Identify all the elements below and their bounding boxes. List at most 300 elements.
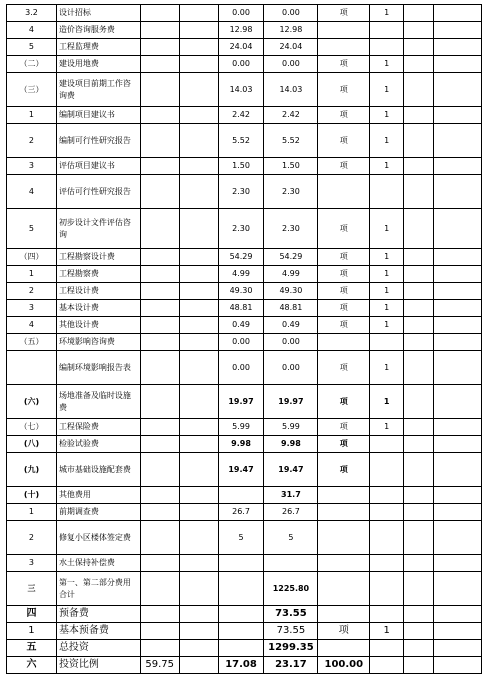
cell-qty	[404, 107, 434, 124]
cell-c4: 17.08	[218, 657, 264, 674]
cell-c6: 项	[318, 249, 370, 266]
cell-unit: 1	[370, 385, 404, 419]
cell-no: 5	[7, 209, 57, 249]
cell-c3	[179, 640, 218, 657]
table-row	[7, 453, 482, 487]
cell-name: 评估项目建议书	[56, 158, 140, 175]
table-row	[7, 317, 482, 334]
cell-c3	[179, 487, 218, 504]
cell-c4: 0.49	[218, 317, 264, 334]
cell-c9	[434, 266, 482, 283]
cell-name: 前期调查费	[56, 504, 140, 521]
cell-unit	[370, 606, 404, 623]
cell-qty	[404, 56, 434, 73]
cell-c2	[140, 640, 179, 657]
cell-c4: 0.00	[218, 351, 264, 385]
table-row	[7, 657, 482, 674]
cell-c9	[434, 555, 482, 572]
cell-c6	[318, 606, 370, 623]
cell-c5: 0.00	[264, 334, 318, 351]
cell-c3	[179, 209, 218, 249]
cell-name: 第一、第二部分费用合计	[56, 572, 140, 606]
cell-c2	[140, 572, 179, 606]
cell-no: 三	[7, 572, 57, 606]
cell-c5: 5.99	[264, 419, 318, 436]
table-row	[7, 385, 482, 419]
cell-c5: 24.04	[264, 39, 318, 56]
cell-c3	[179, 249, 218, 266]
table-row	[7, 351, 482, 385]
cell-c9	[434, 317, 482, 334]
cell-c3	[179, 283, 218, 300]
cell-c6: 项	[318, 266, 370, 283]
cell-unit	[370, 521, 404, 555]
cell-unit	[370, 657, 404, 674]
cell-unit	[370, 22, 404, 39]
cell-unit: 1	[370, 283, 404, 300]
table-row	[7, 209, 482, 249]
cell-no: 1	[7, 623, 57, 640]
cell-name: 建设用地费	[56, 56, 140, 73]
cell-c2	[140, 175, 179, 209]
cell-c4: 2.30	[218, 209, 264, 249]
cell-c9	[434, 640, 482, 657]
cell-c6: 项	[318, 317, 370, 334]
cell-c2	[140, 266, 179, 283]
cell-no: （四）	[7, 249, 57, 266]
cell-c9	[434, 39, 482, 56]
cell-c5: 19.97	[264, 385, 318, 419]
cell-c5: 73.55	[264, 623, 318, 640]
cell-qty	[404, 209, 434, 249]
cell-name: 初步设计文件评估咨询	[56, 209, 140, 249]
cell-unit	[370, 39, 404, 56]
cell-c6: 项	[318, 419, 370, 436]
cell-c4: 0.00	[218, 334, 264, 351]
cell-unit	[370, 436, 404, 453]
cell-name: 场地准备及临时设施费	[56, 385, 140, 419]
cell-c2	[140, 521, 179, 555]
cell-unit: 1	[370, 209, 404, 249]
cell-c5: 31.7	[264, 487, 318, 504]
cell-c3	[179, 334, 218, 351]
cell-qty	[404, 657, 434, 674]
cell-c6	[318, 487, 370, 504]
cell-c2	[140, 158, 179, 175]
cell-c6	[318, 175, 370, 209]
cell-c3	[179, 124, 218, 158]
cell-c9	[434, 487, 482, 504]
cell-name: 检验试验费	[56, 436, 140, 453]
cell-unit: 1	[370, 56, 404, 73]
cell-name: 水土保持补偿费	[56, 555, 140, 572]
cell-c6	[318, 640, 370, 657]
cell-no: (十)	[7, 487, 57, 504]
cell-name: 建设项目前期工作咨询费	[56, 73, 140, 107]
cell-unit: 1	[370, 5, 404, 22]
cell-c9	[434, 249, 482, 266]
cell-c3	[179, 385, 218, 419]
cell-c4: 14.03	[218, 73, 264, 107]
cell-qty	[404, 5, 434, 22]
cell-qty	[404, 39, 434, 56]
cell-c6	[318, 572, 370, 606]
cell-unit	[370, 175, 404, 209]
cell-name: 基本设计费	[56, 300, 140, 317]
cell-c9	[434, 300, 482, 317]
table-row	[7, 640, 482, 657]
cell-c5: 4.99	[264, 266, 318, 283]
cell-c4: 5.99	[218, 419, 264, 436]
cell-c5: 1225.80	[264, 572, 318, 606]
cell-c4: 26.7	[218, 504, 264, 521]
table-row	[7, 623, 482, 640]
table-row	[7, 606, 482, 623]
cell-c2	[140, 5, 179, 22]
cell-no: （二）	[7, 56, 57, 73]
cell-c9	[434, 334, 482, 351]
cell-c3	[179, 572, 218, 606]
cell-c5: 19.47	[264, 453, 318, 487]
cell-no: 3	[7, 300, 57, 317]
cell-c9	[434, 572, 482, 606]
cell-c9	[434, 5, 482, 22]
cell-c6: 项	[318, 158, 370, 175]
cell-c5: 49.30	[264, 283, 318, 300]
cell-c5: 2.30	[264, 175, 318, 209]
cell-c5: 54.29	[264, 249, 318, 266]
cell-c4: 19.47	[218, 453, 264, 487]
table-row	[7, 249, 482, 266]
cell-c3	[179, 22, 218, 39]
cell-c6: 项	[318, 73, 370, 107]
cell-unit	[370, 504, 404, 521]
cell-c4: 49.30	[218, 283, 264, 300]
table-row	[7, 572, 482, 606]
cell-qty	[404, 22, 434, 39]
table-row	[7, 283, 482, 300]
cell-no: 4	[7, 317, 57, 334]
cell-c9	[434, 124, 482, 158]
table-row	[7, 5, 482, 22]
cell-c6: 项	[318, 56, 370, 73]
cell-c5: 2.42	[264, 107, 318, 124]
cell-c6	[318, 39, 370, 56]
cell-qty	[404, 300, 434, 317]
cell-name: 编制可行性研究报告	[56, 124, 140, 158]
cell-c5: 5.52	[264, 124, 318, 158]
cell-unit: 1	[370, 158, 404, 175]
cell-qty	[404, 436, 434, 453]
cell-qty	[404, 453, 434, 487]
cell-name: 工程监理费	[56, 39, 140, 56]
cell-qty	[404, 572, 434, 606]
cell-qty	[404, 317, 434, 334]
cell-c2	[140, 453, 179, 487]
table-row	[7, 334, 482, 351]
cell-c5: 0.00	[264, 351, 318, 385]
cell-unit	[370, 640, 404, 657]
cell-c3	[179, 300, 218, 317]
cell-unit: 1	[370, 124, 404, 158]
cell-c5: 0.49	[264, 317, 318, 334]
cell-c4: 2.30	[218, 175, 264, 209]
cell-c5	[264, 555, 318, 572]
cell-c9	[434, 283, 482, 300]
cell-c6: 项	[318, 453, 370, 487]
cell-c6	[318, 334, 370, 351]
cell-c5: 12.98	[264, 22, 318, 39]
cell-c9	[434, 606, 482, 623]
cell-c5: 1.50	[264, 158, 318, 175]
table-row	[7, 487, 482, 504]
cell-qty	[404, 73, 434, 107]
cell-unit	[370, 453, 404, 487]
cell-c4: 48.81	[218, 300, 264, 317]
cell-qty	[404, 351, 434, 385]
cell-c2	[140, 351, 179, 385]
cell-c9	[434, 175, 482, 209]
cell-c4: 2.42	[218, 107, 264, 124]
cell-qty	[404, 266, 434, 283]
cell-c2	[140, 419, 179, 436]
cell-name: 工程勘察设计费	[56, 249, 140, 266]
cell-c3	[179, 73, 218, 107]
cell-no: 3	[7, 555, 57, 572]
table-row	[7, 39, 482, 56]
cell-name: 投资比例	[56, 657, 140, 674]
table-row	[7, 504, 482, 521]
cell-c5: 0.00	[264, 56, 318, 73]
cell-c3	[179, 39, 218, 56]
cell-name: 工程勘察费	[56, 266, 140, 283]
cell-c3	[179, 657, 218, 674]
cell-no: 3	[7, 158, 57, 175]
cell-unit: 1	[370, 623, 404, 640]
cell-c3	[179, 351, 218, 385]
cell-qty	[404, 623, 434, 640]
cell-no: （五）	[7, 334, 57, 351]
cell-c2	[140, 555, 179, 572]
cell-c5: 14.03	[264, 73, 318, 107]
cell-c2	[140, 385, 179, 419]
cell-c4	[218, 487, 264, 504]
cell-c3	[179, 453, 218, 487]
cell-name: 编制环境影响报告表	[56, 351, 140, 385]
cell-c2	[140, 300, 179, 317]
cell-c5: 1299.35	[264, 640, 318, 657]
cell-no: 四	[7, 606, 57, 623]
cell-name: 编制项目建议书	[56, 107, 140, 124]
cell-c5: 5	[264, 521, 318, 555]
cell-qty	[404, 175, 434, 209]
table-row	[7, 266, 482, 283]
cell-no: 2	[7, 283, 57, 300]
cell-name: 总投资	[56, 640, 140, 657]
cell-name: 修复小区楼体签定费	[56, 521, 140, 555]
cell-qty	[404, 249, 434, 266]
cell-name: 其他费用	[56, 487, 140, 504]
cell-c2: 59.75	[140, 657, 179, 674]
cell-c9	[434, 504, 482, 521]
cell-c6: 项	[318, 107, 370, 124]
cell-c6: 项	[318, 5, 370, 22]
cell-no: (九)	[7, 453, 57, 487]
cell-qty	[404, 385, 434, 419]
cell-qty	[404, 606, 434, 623]
cell-c3	[179, 56, 218, 73]
cell-c3	[179, 436, 218, 453]
cell-c4: 5.52	[218, 124, 264, 158]
cell-c2	[140, 39, 179, 56]
investment-table	[6, 4, 482, 674]
cell-c3	[179, 555, 218, 572]
cell-unit: 1	[370, 107, 404, 124]
cell-c9	[434, 657, 482, 674]
cell-c6: 100.00	[318, 657, 370, 674]
cell-qty	[404, 555, 434, 572]
cell-c9	[434, 623, 482, 640]
cell-c9	[434, 521, 482, 555]
cell-c5: 48.81	[264, 300, 318, 317]
cell-c4: 19.97	[218, 385, 264, 419]
cell-c9	[434, 73, 482, 107]
cell-c3	[179, 317, 218, 334]
cell-c4: 4.99	[218, 266, 264, 283]
cell-c3	[179, 521, 218, 555]
cell-c4	[218, 555, 264, 572]
cell-c6: 项	[318, 385, 370, 419]
table-row	[7, 555, 482, 572]
table-row	[7, 124, 482, 158]
cell-c6	[318, 22, 370, 39]
table-row	[7, 521, 482, 555]
cell-c9	[434, 158, 482, 175]
table-row	[7, 73, 482, 107]
cell-c2	[140, 124, 179, 158]
cell-unit: 1	[370, 317, 404, 334]
table-row	[7, 22, 482, 39]
cell-c2	[140, 504, 179, 521]
cell-name: 预备费	[56, 606, 140, 623]
cell-c6: 项	[318, 300, 370, 317]
cell-name: 城市基础设施配套费	[56, 453, 140, 487]
cell-name: 环境影响咨询费	[56, 334, 140, 351]
cell-qty	[404, 283, 434, 300]
table-row	[7, 300, 482, 317]
cell-no: 六	[7, 657, 57, 674]
cell-c2	[140, 436, 179, 453]
cell-c5: 26.7	[264, 504, 318, 521]
cell-qty	[404, 334, 434, 351]
table-row	[7, 56, 482, 73]
cell-no: （七）	[7, 419, 57, 436]
cell-c9	[434, 436, 482, 453]
cell-qty	[404, 504, 434, 521]
cell-c3	[179, 606, 218, 623]
cell-name: 设计招标	[56, 5, 140, 22]
cell-c3	[179, 266, 218, 283]
cell-no: 1	[7, 504, 57, 521]
table-row	[7, 175, 482, 209]
table-row	[7, 436, 482, 453]
cell-unit	[370, 572, 404, 606]
cell-unit: 1	[370, 266, 404, 283]
cell-c5: 23.17	[264, 657, 318, 674]
cell-c2	[140, 487, 179, 504]
cell-c3	[179, 623, 218, 640]
cell-unit	[370, 487, 404, 504]
cell-no: (六)	[7, 385, 57, 419]
cell-c5: 2.30	[264, 209, 318, 249]
cell-c9	[434, 351, 482, 385]
cell-no: 1	[7, 107, 57, 124]
cell-c9	[434, 56, 482, 73]
cell-name: 基本预备费	[56, 623, 140, 640]
cell-qty	[404, 640, 434, 657]
cell-c4	[218, 606, 264, 623]
cell-qty	[404, 521, 434, 555]
cell-no: 3.2	[7, 5, 57, 22]
cell-no: 1	[7, 266, 57, 283]
cell-c9	[434, 22, 482, 39]
cell-qty	[404, 487, 434, 504]
cell-name: 工程设计费	[56, 283, 140, 300]
cell-c3	[179, 504, 218, 521]
cell-unit	[370, 334, 404, 351]
cell-unit: 1	[370, 300, 404, 317]
cell-c6: 项	[318, 436, 370, 453]
cell-c9	[434, 209, 482, 249]
cell-c5: 9.98	[264, 436, 318, 453]
cell-c6: 项	[318, 124, 370, 158]
cell-c9	[434, 419, 482, 436]
cell-c2	[140, 334, 179, 351]
cell-c2	[140, 73, 179, 107]
cell-c3	[179, 5, 218, 22]
cell-c4: 0.00	[218, 56, 264, 73]
cell-c4	[218, 640, 264, 657]
cell-c5: 0.00	[264, 5, 318, 22]
cell-no	[7, 351, 57, 385]
cell-c3	[179, 419, 218, 436]
cell-unit: 1	[370, 351, 404, 385]
cell-c3	[179, 175, 218, 209]
cell-name: 工程保险费	[56, 419, 140, 436]
cell-name: 评估可行性研究报告	[56, 175, 140, 209]
cell-c2	[140, 283, 179, 300]
cell-unit: 1	[370, 73, 404, 107]
cell-c2	[140, 209, 179, 249]
cell-c3	[179, 158, 218, 175]
cell-no: 4	[7, 175, 57, 209]
cell-qty	[404, 419, 434, 436]
cell-unit: 1	[370, 419, 404, 436]
cell-no: 2	[7, 124, 57, 158]
cell-no: 5	[7, 39, 57, 56]
cell-c4	[218, 572, 264, 606]
cell-unit	[370, 555, 404, 572]
cell-no: （三）	[7, 73, 57, 107]
cell-c4: 5	[218, 521, 264, 555]
cell-c2	[140, 22, 179, 39]
cell-c4	[218, 623, 264, 640]
table-row	[7, 107, 482, 124]
cell-c4: 0.00	[218, 5, 264, 22]
cell-c3	[179, 107, 218, 124]
cell-c2	[140, 249, 179, 266]
cell-c4: 54.29	[218, 249, 264, 266]
